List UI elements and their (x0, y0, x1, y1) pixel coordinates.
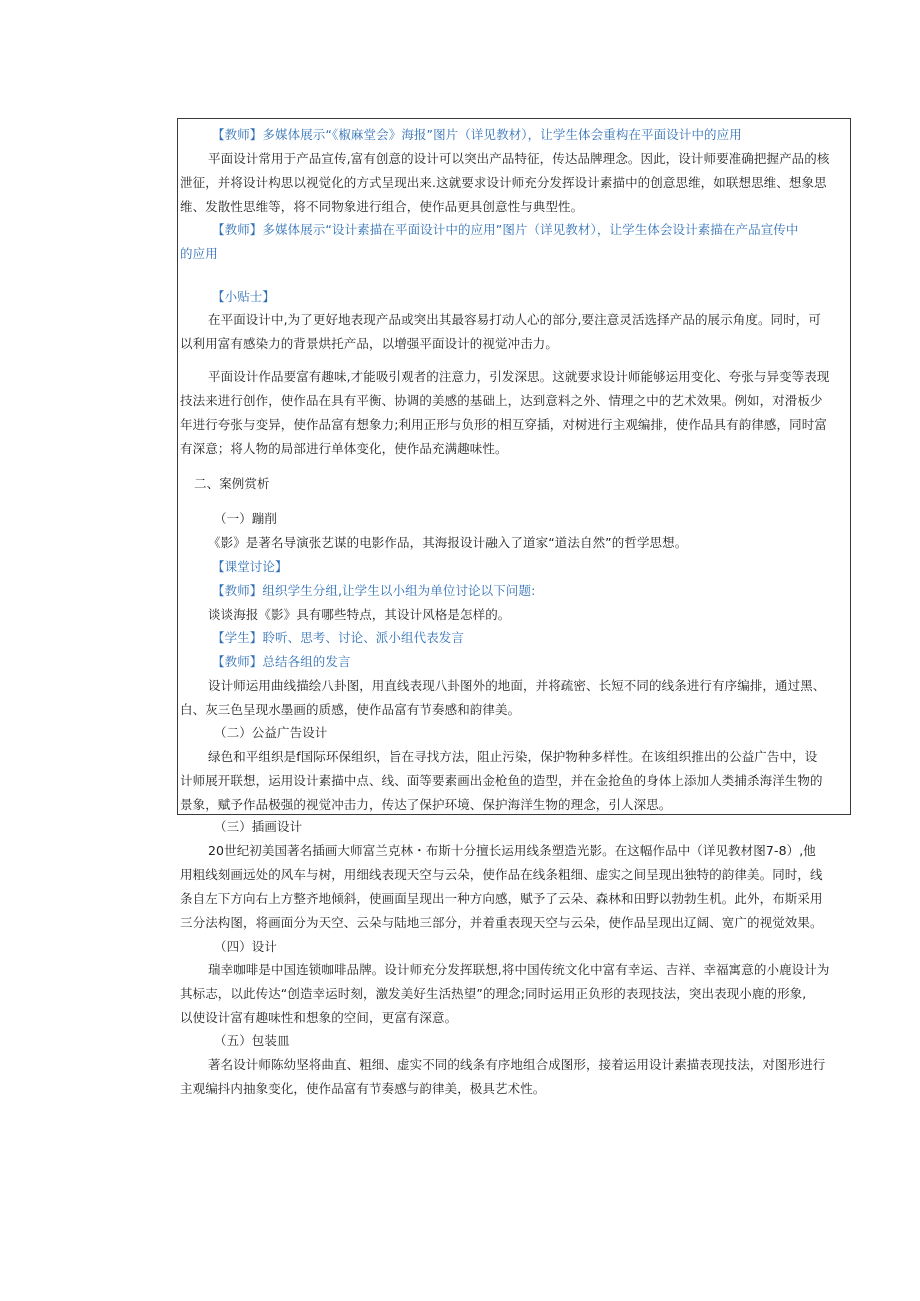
text-line: 设计师运用曲线描绘八卦图，用直线表现八卦图外的地面，并将疏密、长短不同的线条进行有序编排，通过黑、 (208, 678, 826, 693)
text-line: 计师展开联想，运用设计素描中点、线、面等要素画出金枪鱼的造型，并在金抢鱼的身体上添加人类捕杀海洋生物的 (180, 773, 823, 788)
text-line: 【教师】多媒体展示“设计素描在平面设计中的应用”图片（详见教材），让学生体会设计素描在产品宣传中 (212, 222, 799, 237)
text-line: 技法来进行创作，使作品在具有平衡、协调的美感的基础上，达到意料之外、情理之中的艺术效果。例如，对滑板少 (180, 393, 823, 408)
text-line: 著名设计师陈幼坚将曲直、粗细、虚实不同的线条有序地组合成图形，接着运用设计素描表现技法，对图形进行 (208, 1057, 826, 1072)
text-line: 平面设计常用于产品宣传,富有创意的设计可以突出产品特征，传达品牌理念。因此，设计师要准确把握产品的核 (208, 151, 830, 166)
document-frame (177, 118, 851, 1096)
text-line: 《影》是著名导演张艺谋的电影作品，其海报设计融入了道家“道法自然”的哲学思想。 (208, 535, 688, 550)
subsection-heading: （三）插画设计 (214, 819, 303, 834)
text-line: 有深意；将人物的局部进行单体变化，使作品充满趣味性。 (180, 441, 508, 456)
tip-heading: 【小贴士】 (212, 289, 276, 304)
text-line: 条自左下方向右上方整齐地倾斜，使画面呈现出一种方向感，赋予了云朵、森林和田野以勃勃生机。此外，布斯采用 (180, 891, 823, 906)
text-line: 【学生】聆听、思考、讨论、派小组代表发言 (212, 630, 465, 645)
text-line: 谈谈海报《影》具有哪些特点，其设计风格是怎样的。 (208, 607, 511, 622)
subsection-heading: （五）包装皿 (214, 1033, 290, 1048)
text-line: 的应用 (180, 246, 218, 261)
text-line: 三分法构图，将画面分为天空、云朵与陆地三部分，并着重表现天空与云朵，使作品呈现出辽阔、宽广的视觉效果。 (180, 915, 823, 930)
text-line: 景象，赋予作品极强的视觉冲击力，传达了保护环境、保护海洋生物的理念，引人深思。 (180, 797, 672, 812)
subsection-heading: （四）设计 (214, 939, 278, 954)
text-line: 瑞幸咖啡是中国连锁咖啡品牌。设计师充分发挥联想,将中国传统文化中富有幸运、吉祥、幸福寓意的小鹿设计为 (208, 962, 830, 977)
text-line: 【课堂讨论】 (212, 559, 288, 574)
text-line: 平面设计作品要富有趣味,才能吸引观者的注意力，引发深思。这就要求设计师能够运用变化、夸张与异变等表现 (208, 369, 830, 384)
text-line: 20世纪初美国著名插画大师富兰克林・布斯十分擅长运用线条塑造光影。在这幅作品中（详见教材图7-8）,他 (208, 843, 816, 858)
text-line: 以利用富有感染力的背景烘托产品，以增强平面设计的视觉冲击力。 (180, 336, 559, 351)
subsection-heading: （二）公益广告设计 (214, 725, 328, 740)
text-line: 在平面设计中,为了更好地表现产品或突出其最容易打动人心的部分,要注意灵活选择产品的展示角度。同时，可 (208, 312, 821, 327)
text-line: 泄征，并将设计构思以视觉化的方式呈现出来.这就要求设计师充分发挥设计素描中的创意思维，如联想思维、想象思 (180, 175, 827, 190)
text-line: 【教师】组织学生分组,让学生以小组为单位讨论以下问题: (212, 583, 536, 598)
text-line: 以使设计富有趣味性和想象的空间，更富有深意。 (180, 1010, 458, 1025)
text-line: 其标志，以此传达“创造幸运时刻，激发美好生活热望”的理念;同时运用正负形的表现技法，突出表现小鹿的形象, (180, 986, 807, 1001)
text-line: 年进行夸张与变异，使作品富有想象力;利用正形与负形的相互穿插，对树进行主观编排，使作品具有韵律感，同时富 (180, 417, 827, 432)
subsection-heading: （一）蹦削 (214, 511, 278, 526)
text-line: 用粗线刻画远处的风车与树，用细线表现天空与云朵，使作品在线条粗细、虚实之间呈现出独特的韵律美。同时，线 (180, 867, 823, 882)
text-line: 【教师】多媒体展示“《椒麻堂会》海报”图片（详见教材），让学生体会重构在平面设计中的应用 (212, 127, 742, 142)
text-line: 绿色和平组织是f国际环保组织，旨在寻找方法，阻止污染，保护物种多样性。在该组织推出的公益广告中，设 (208, 749, 818, 764)
text-line: 维、发散性思维等，将不同物象进行组合，使作品更具创意性与典型性。 (180, 199, 584, 214)
section-heading: 二、案例赏析 (194, 476, 270, 491)
text-line: 白、灰三色呈现水墨画的质感，使作品富有节奏感和韵律美。 (180, 702, 521, 717)
text-line: 主观编抖内抽象变化，使作品富有节奏感与韵律美，极具艺术性。 (180, 1081, 546, 1096)
text-line: 【教师】总结各组的发言 (212, 654, 351, 669)
